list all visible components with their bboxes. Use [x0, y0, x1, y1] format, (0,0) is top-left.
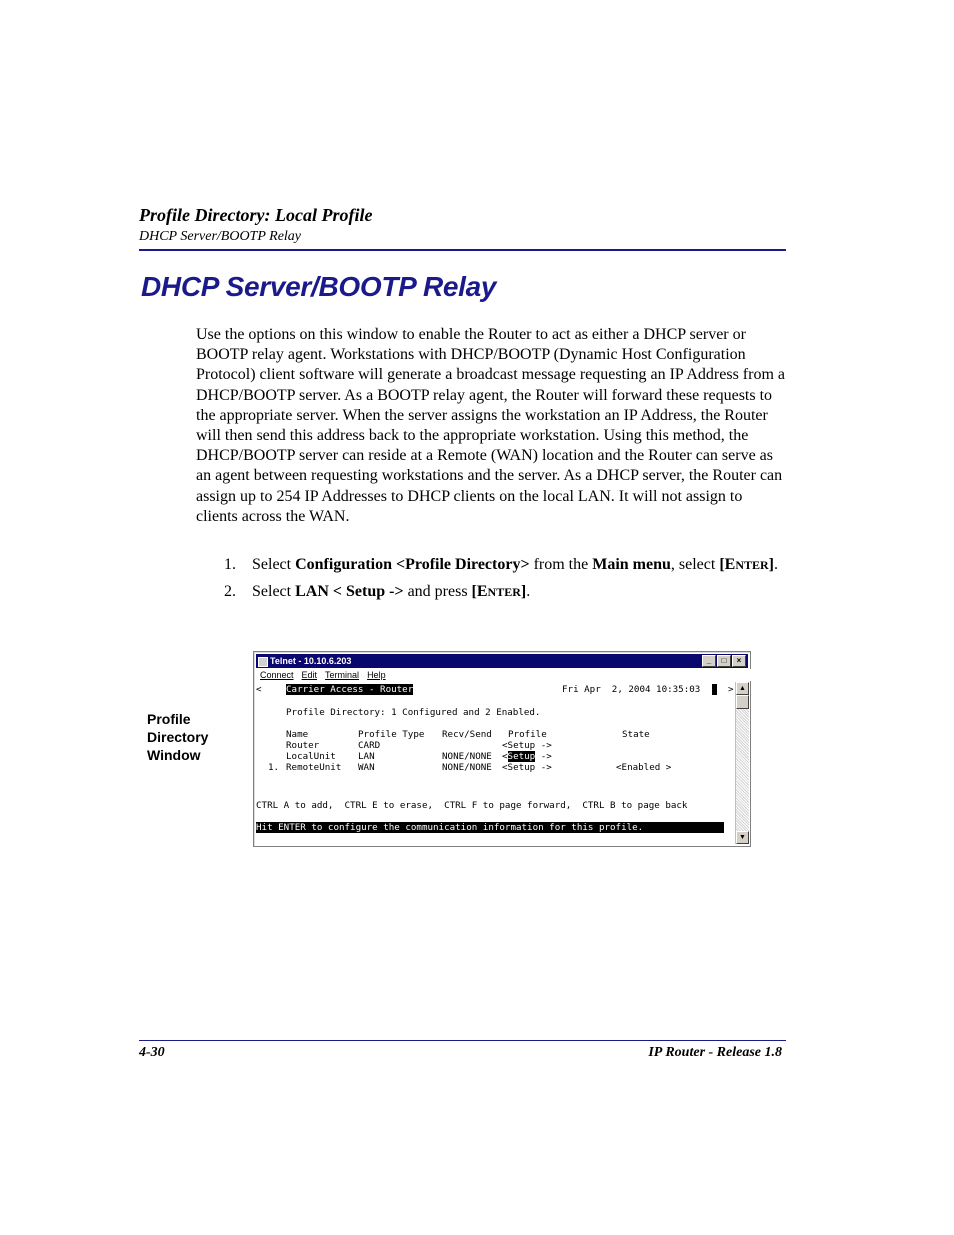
window-titlebar[interactable] [256, 654, 748, 668]
col-profile: Profile [508, 729, 547, 740]
row-index: 1. [268, 762, 280, 773]
step-text: , select [670, 556, 720, 573]
col-state: State [622, 729, 650, 740]
close-button[interactable]: × [732, 655, 746, 667]
scroll-up-button[interactable]: ▲ [736, 682, 749, 695]
step-text: from the [529, 556, 593, 573]
col-name: Name [286, 729, 309, 740]
terminal-datetime: Fri Apr 2, 2004 10:35:03 [562, 684, 701, 695]
row-setup-link[interactable]: <Setup -> [502, 740, 552, 751]
header-rule [139, 249, 786, 251]
row-type: CARD [358, 740, 381, 751]
window-title: Telnet - 10.10.6.203 [270, 656, 352, 666]
window-controls [702, 655, 746, 667]
step-text: and press [403, 583, 472, 600]
terminal-screen [256, 682, 734, 844]
menubar [256, 669, 752, 681]
step-text: Select [252, 556, 296, 573]
telnet-app-icon [258, 657, 268, 667]
running-header-subtitle: DHCP Server/BOOTP Relay [139, 229, 302, 244]
enter-key: [ENTER] [719, 556, 774, 573]
directory-summary: Profile Directory: 1 Configured and 2 Enabled. [286, 707, 541, 718]
step-number: 2. [224, 583, 236, 600]
menu-path: Configuration <Profile Directory> [295, 556, 530, 573]
step-1: 1. Select Configuration <Profile Directory> from the Main menu, select [ENTER]. [224, 556, 778, 573]
terminal-help-line: CTRL A to add, CTRL E to erase, CTRL F to page forward, CTRL B to page back [256, 800, 688, 811]
page-number: 4-30 [139, 1045, 165, 1060]
minimize-button[interactable]: _ [702, 655, 716, 667]
row-setup-link[interactable]: <Setup -> [502, 762, 552, 773]
section-title: DHCP Server/BOOTP Relay [141, 271, 497, 302]
intro-paragraph: Use the options on this window to enable the Router to act as either a DHCP server or BOOTP relay agent. Workstations with DHCP/BOOTP (Dynamic Host Configuration Protocol) client software will generate a broadcast message requesting an IP Address from a DHCP/BOOTP server. As a BOOTP relay agent, the Router will forward these requests to the appropriate server. When the server assigns the workstation an IP Address, the Router will then send this address back to the appropriate workstation. Using this method, the DHCP/BOOTP server can reside at a Remote (WAN) location and the Router can serve as an agent between requesting workstations and the server. As a DHCP server, the Router can assign up to 254 IP Addresses to DHCP clients on the local LAN. It will not assign to clients across the WAN. [196, 326, 785, 525]
menu-name: Main menu [592, 556, 671, 573]
nav-right-arrow[interactable]: > [728, 684, 734, 695]
row-setup-link-selected[interactable]: <Setup -> [502, 751, 552, 762]
vertical-scrollbar[interactable] [735, 682, 749, 844]
step-number: 1. [224, 556, 236, 573]
step-list [224, 555, 784, 609]
step-text: Select [252, 583, 296, 600]
menu-terminal[interactable]: Terminal [325, 670, 360, 680]
terminal-banner: Carrier Access - Router [286, 684, 414, 695]
enter-key: [ENTER] [471, 583, 527, 600]
maximize-button[interactable]: □ [717, 655, 731, 667]
footer-rule [139, 1040, 786, 1041]
row-name: Router [286, 740, 320, 751]
figure-caption: Profile Directory Window [147, 711, 209, 763]
row-type: LAN [358, 751, 375, 762]
row-name: RemoteUnit [286, 762, 342, 773]
row-state[interactable]: <Enabled > [616, 762, 672, 773]
nav-left-arrow[interactable]: < [256, 684, 262, 695]
menu-connect[interactable]: Connect [260, 670, 294, 680]
scroll-thumb[interactable] [736, 695, 749, 709]
col-profile-type: Profile Type [358, 729, 425, 740]
product-name: IP Router - Release 1.8 [648, 1045, 782, 1060]
cursor-block [712, 684, 717, 695]
menu-edit[interactable]: Edit [301, 670, 318, 680]
telnet-window [253, 651, 751, 847]
scroll-down-button[interactable]: ▼ [736, 831, 749, 844]
col-recv-send: Recv/Send [442, 729, 492, 740]
row-recv-send: NONE/NONE [442, 751, 492, 762]
row-name: LocalUnit [286, 751, 336, 762]
row-recv-send: NONE/NONE [442, 762, 492, 773]
menu-path: LAN < Setup -> [295, 583, 404, 600]
menu-help[interactable]: Help [367, 670, 386, 680]
step-2: 2. Select LAN < Setup -> and press [ENTER]. [224, 583, 531, 600]
row-type: WAN [358, 762, 375, 773]
running-header-title: Profile Directory: Local Profile [139, 205, 373, 225]
terminal-status-line: Hit ENTER to configure the communication information for this profile. [256, 822, 724, 833]
